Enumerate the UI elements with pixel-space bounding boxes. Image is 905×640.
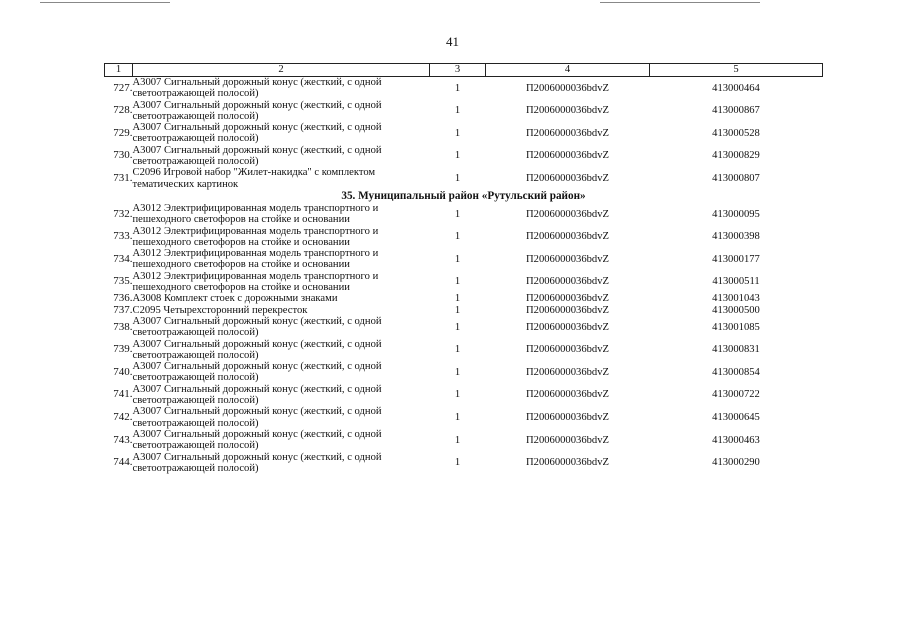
item-name: А3012 Электрифицированная модель транспортного и пешеходного светофоров на стойке и основании: [132, 270, 379, 294]
table-row: [105, 122, 823, 145]
row-number: 734.: [113, 252, 133, 265]
table-row: [105, 248, 823, 271]
row-number: 741.: [113, 388, 133, 401]
row-number: 735.: [113, 275, 133, 288]
inventory-number: 413000854: [712, 366, 760, 378]
row-number: 742.: [113, 410, 133, 423]
table-row: [105, 293, 823, 304]
item-code: П2006000036bdvZ: [526, 304, 609, 316]
row-number: 740.: [113, 365, 133, 378]
item-quantity: 1: [454, 389, 461, 401]
item-quantity: 1: [454, 231, 461, 243]
item-code: П2006000036bdvZ: [526, 150, 609, 162]
page-number: 41: [446, 34, 459, 49]
inventory-number: 413001085: [712, 321, 760, 333]
table-row: [105, 384, 823, 407]
item-name: А3012 Электрифицированная модель транспортного и пешеходного светофоров на стойке и основании: [132, 202, 379, 226]
header-col-1: 1: [105, 64, 133, 77]
top-rule-right: [600, 2, 760, 3]
row-number: 731.: [113, 172, 133, 185]
inventory-number: 413001043: [712, 293, 760, 305]
table-header: [105, 64, 823, 77]
table-row: [105, 271, 823, 294]
item-quantity: 1: [454, 150, 461, 162]
item-quantity: 1: [454, 82, 461, 94]
item-quantity: 1: [454, 105, 461, 117]
row-number: 730.: [113, 149, 133, 162]
item-name: А3012 Электрифицированная модель транспортного и пешеходного светофоров на стойке и основании: [132, 248, 379, 271]
item-quantity: 1: [454, 434, 461, 446]
section-row: [105, 190, 823, 203]
row-number: 736.: [113, 292, 133, 305]
item-quantity: 1: [454, 253, 461, 265]
item-name: С2096 Игровой набор "Жилет-накидка" с комплектом тематических картинок: [132, 167, 376, 190]
item-code: П2006000036bdvZ: [526, 293, 609, 305]
item-name: А3007 Сигнальный дорожный конус (жесткий, с одной светоотражающей полосой): [132, 383, 382, 407]
inventory-number: 413000177: [712, 253, 760, 265]
row-number: 732.: [113, 207, 133, 220]
item-quantity: 1: [454, 366, 461, 378]
item-code: П2006000036bdvZ: [526, 173, 609, 185]
item-code: П2006000036bdvZ: [526, 253, 609, 265]
header-col-2: 2: [133, 64, 430, 77]
table-row: [105, 305, 823, 316]
inventory-number: 413000464: [712, 82, 760, 94]
row-number: 733.: [113, 230, 133, 243]
item-quantity: 1: [454, 411, 461, 423]
table-body: [105, 77, 823, 475]
table-row: [105, 226, 823, 249]
inventory-number: 413000463: [712, 434, 760, 446]
item-name: А3007 Сигнальный дорожный конус (жесткий, с одной светоотражающей полосой): [132, 428, 382, 452]
item-code: П2006000036bdvZ: [526, 434, 609, 446]
inventory-number: 413000511: [712, 276, 760, 288]
item-name: А3007 Сигнальный дорожный конус (жесткий, с одной светоотражающей полосой): [132, 315, 382, 339]
inventory-number: 413000398: [712, 231, 760, 243]
inventory-number: 413000290: [712, 457, 760, 469]
item-quantity: 1: [454, 276, 461, 288]
item-code: П2006000036bdvZ: [526, 105, 609, 117]
item-name: А3007 Сигнальный дорожный конус (жесткий, с одной светоотражающей полосой): [132, 451, 382, 474]
row-number: 737.: [113, 303, 133, 316]
row-number: 739.: [113, 343, 133, 356]
item-code: П2006000036bdvZ: [526, 127, 609, 139]
item-name: А3007 Сигнальный дорожный конус (жесткий, с одной светоотражающей полосой): [132, 99, 382, 122]
top-rule-left: [40, 2, 170, 3]
inventory-number: 413000831: [712, 344, 760, 356]
item-code: П2006000036bdvZ: [526, 457, 609, 469]
inventory-number: 413000829: [712, 150, 760, 162]
item-quantity: 1: [454, 173, 461, 185]
inventory-number: 413000645: [712, 411, 760, 423]
table-row: [105, 452, 823, 475]
table-row: [105, 77, 823, 100]
item-code: П2006000036bdvZ: [526, 231, 609, 243]
item-name: А3007 Сигнальный дорожный конус (жесткий, с одной светоотражающей полосой): [132, 144, 382, 168]
item-code: П2006000036bdvZ: [526, 82, 609, 94]
register-table: [104, 63, 823, 474]
item-name: А3007 Сигнальный дорожный конус (жесткий, с одной светоотражающей полосой): [132, 122, 382, 145]
item-quantity: 1: [454, 208, 461, 220]
row-number: 743.: [113, 433, 133, 446]
item-name: А3007 Сигнальный дорожный конус (жесткий, с одной светоотражающей полосой): [132, 338, 382, 361]
item-code: П2006000036bdvZ: [526, 366, 609, 378]
item-name: А3007 Сигнальный дорожный конус (жесткий, с одной светоотражающей полосой): [132, 406, 382, 429]
table-row: [105, 145, 823, 168]
inventory-number: 413000095: [712, 208, 760, 220]
header-col-5: 5: [650, 64, 823, 77]
item-code: П2006000036bdvZ: [526, 208, 609, 220]
item-code: П2006000036bdvZ: [526, 321, 609, 333]
table-row: [105, 406, 823, 429]
item-quantity: 1: [454, 457, 461, 469]
table-row: [105, 429, 823, 452]
table-row: [105, 339, 823, 362]
row-number: 729.: [113, 126, 133, 139]
table-row: [105, 100, 823, 123]
table-row: [105, 167, 823, 190]
item-code: П2006000036bdvZ: [526, 276, 609, 288]
item-code: П2006000036bdvZ: [526, 344, 609, 356]
item-quantity: 1: [454, 304, 461, 316]
inventory-number: 413000500: [712, 304, 760, 316]
header-row: [105, 64, 823, 77]
header-col-4: 4: [486, 64, 650, 77]
item-quantity: 1: [454, 344, 461, 356]
table-row: [105, 203, 823, 226]
item-quantity: 1: [454, 293, 461, 305]
item-code: П2006000036bdvZ: [526, 389, 609, 401]
item-quantity: 1: [454, 321, 461, 333]
row-number: 744.: [113, 456, 133, 469]
item-name: А3007 Сигнальный дорожный конус (жесткий, с одной светоотражающей полосой): [132, 77, 382, 100]
table-row: [105, 361, 823, 384]
header-col-3: 3: [430, 64, 486, 77]
item-quantity: 1: [454, 127, 461, 139]
table-row: [105, 316, 823, 339]
row-number: 738.: [113, 320, 133, 333]
item-code: П2006000036bdvZ: [526, 411, 609, 423]
inventory-number: 413000528: [712, 127, 760, 139]
item-name: А3007 Сигнальный дорожный конус (жесткий, с одной светоотражающей полосой): [132, 361, 382, 384]
inventory-number: 413000867: [712, 105, 760, 117]
row-number: 728.: [113, 104, 133, 117]
section-title: 35. Муниципальный район «Рутульский район»: [341, 189, 586, 202]
inventory-number: 413000722: [712, 389, 760, 401]
inventory-number: 413000807: [712, 173, 760, 185]
item-name: С2095 Четырехсторонний перекресток: [132, 304, 308, 316]
item-name: А3012 Электрифицированная модель транспортного и пешеходного светофоров на стойке и основании: [132, 225, 379, 248]
row-number: 727.: [113, 81, 133, 94]
item-name: А3008 Комплект стоек с дорожными знаками: [132, 293, 338, 305]
